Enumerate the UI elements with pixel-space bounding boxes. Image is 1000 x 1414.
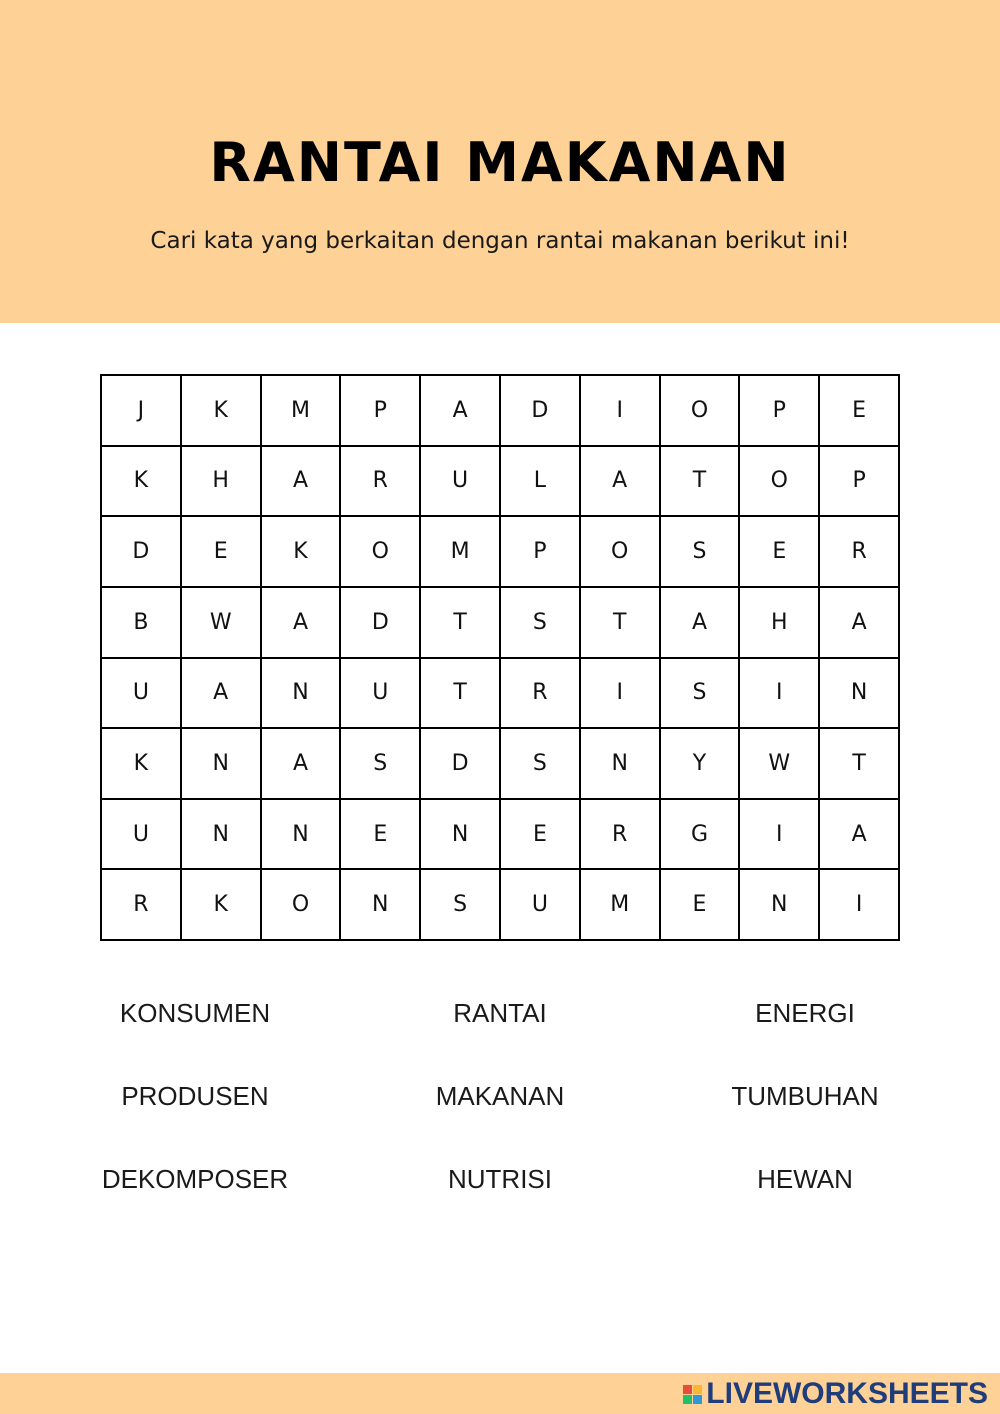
grid-cell[interactable]: H bbox=[182, 447, 262, 518]
grid-cell[interactable]: B bbox=[102, 588, 182, 659]
grid-cell[interactable]: L bbox=[501, 447, 581, 518]
grid-cell[interactable]: P bbox=[740, 376, 820, 447]
page-title: RANTAI MAKANAN bbox=[209, 131, 791, 194]
grid-cell[interactable]: A bbox=[262, 588, 342, 659]
grid-cell[interactable]: K bbox=[182, 870, 262, 941]
grid-cell[interactable]: M bbox=[262, 376, 342, 447]
grid-cell[interactable]: E bbox=[820, 376, 900, 447]
grid-cell[interactable]: S bbox=[501, 588, 581, 659]
grid-cell[interactable]: T bbox=[581, 588, 661, 659]
instructions: Cari kata yang berkaitan dengan rantai makanan berikut ini! bbox=[150, 228, 850, 254]
grid-cell[interactable]: P bbox=[820, 447, 900, 518]
word-list-item: KONSUMEN bbox=[119, 998, 271, 1028]
grid-cell[interactable]: A bbox=[421, 376, 501, 447]
grid-cell[interactable]: U bbox=[421, 447, 501, 518]
grid-cell[interactable]: U bbox=[341, 659, 421, 730]
grid-cell[interactable]: N bbox=[740, 870, 820, 941]
grid-cell[interactable]: E bbox=[182, 517, 262, 588]
footer-banner bbox=[0, 1373, 1000, 1414]
grid-cell[interactable]: K bbox=[262, 517, 342, 588]
header-banner bbox=[0, 0, 1000, 323]
word-list-item: RANTAI bbox=[453, 998, 547, 1028]
grid-cell[interactable]: I bbox=[740, 659, 820, 730]
grid-cell[interactable]: N bbox=[581, 729, 661, 800]
grid-cell[interactable]: O bbox=[661, 376, 741, 447]
grid-cell[interactable]: I bbox=[581, 376, 661, 447]
grid-cell[interactable]: R bbox=[581, 800, 661, 871]
grid-cell[interactable]: W bbox=[740, 729, 820, 800]
grid-cell[interactable]: O bbox=[740, 447, 820, 518]
grid-cell[interactable]: I bbox=[740, 800, 820, 871]
grid-cell[interactable]: M bbox=[581, 870, 661, 941]
grid-cell[interactable]: D bbox=[102, 517, 182, 588]
grid-cell[interactable]: A bbox=[182, 659, 262, 730]
grid-cell[interactable]: M bbox=[421, 517, 501, 588]
grid-cell[interactable]: S bbox=[421, 870, 501, 941]
grid-cell[interactable]: K bbox=[102, 447, 182, 518]
grid-cell[interactable]: N bbox=[182, 800, 262, 871]
grid-cell[interactable]: A bbox=[820, 800, 900, 871]
liveworksheets-logo-icon bbox=[683, 1385, 702, 1404]
grid-cell[interactable]: A bbox=[262, 447, 342, 518]
grid-cell[interactable]: R bbox=[341, 447, 421, 518]
grid-cell[interactable]: S bbox=[501, 729, 581, 800]
word-list-item: NUTRISI bbox=[448, 1164, 552, 1194]
grid-cell[interactable]: E bbox=[341, 800, 421, 871]
word-list-item: MAKANAN bbox=[435, 1081, 565, 1111]
grid-cell[interactable]: T bbox=[820, 729, 900, 800]
grid-cell[interactable]: R bbox=[820, 517, 900, 588]
grid-cell[interactable]: R bbox=[501, 659, 581, 730]
grid-cell[interactable]: I bbox=[581, 659, 661, 730]
grid-cell[interactable]: T bbox=[421, 588, 501, 659]
grid-cell[interactable]: W bbox=[182, 588, 262, 659]
grid-cell[interactable]: N bbox=[421, 800, 501, 871]
grid-cell[interactable]: G bbox=[661, 800, 741, 871]
grid-cell[interactable]: N bbox=[262, 800, 342, 871]
word-search-grid bbox=[100, 374, 900, 941]
grid-cell[interactable]: O bbox=[581, 517, 661, 588]
grid-cell[interactable]: K bbox=[182, 376, 262, 447]
word-list-item: HEWAN bbox=[757, 1164, 853, 1194]
grid-cell[interactable]: N bbox=[182, 729, 262, 800]
grid-cell[interactable]: H bbox=[740, 588, 820, 659]
grid-cell[interactable]: J bbox=[102, 376, 182, 447]
grid-cell[interactable]: K bbox=[102, 729, 182, 800]
grid-cell[interactable]: A bbox=[262, 729, 342, 800]
grid-cell[interactable]: S bbox=[341, 729, 421, 800]
grid-cell[interactable]: S bbox=[661, 659, 741, 730]
grid-cell[interactable]: U bbox=[102, 800, 182, 871]
grid-cell[interactable]: E bbox=[661, 870, 741, 941]
grid-cell[interactable]: D bbox=[421, 729, 501, 800]
brand-name: LIVEWORKSHEETS bbox=[706, 1377, 988, 1410]
grid-cell[interactable]: T bbox=[421, 659, 501, 730]
grid-cell[interactable]: O bbox=[262, 870, 342, 941]
grid-cell[interactable]: U bbox=[102, 659, 182, 730]
word-list-item: DEKOMPOSER bbox=[101, 1164, 289, 1194]
grid-cell[interactable]: Y bbox=[661, 729, 741, 800]
grid-cell[interactable]: E bbox=[501, 800, 581, 871]
grid-cell[interactable]: T bbox=[661, 447, 741, 518]
grid-cell[interactable]: U bbox=[501, 870, 581, 941]
grid-cell[interactable]: O bbox=[341, 517, 421, 588]
grid-cell[interactable]: P bbox=[341, 376, 421, 447]
grid-cell[interactable]: S bbox=[661, 517, 741, 588]
word-list-item: PRODUSEN bbox=[121, 1081, 269, 1111]
word-list-item: TUMBUHAN bbox=[731, 1081, 879, 1111]
grid-cell[interactable]: N bbox=[820, 659, 900, 730]
grid-cell[interactable]: D bbox=[501, 376, 581, 447]
grid-cell[interactable]: R bbox=[102, 870, 182, 941]
grid-cell[interactable]: A bbox=[661, 588, 741, 659]
grid-cell[interactable]: I bbox=[820, 870, 900, 941]
grid-cell[interactable]: P bbox=[501, 517, 581, 588]
grid-cell[interactable]: D bbox=[341, 588, 421, 659]
brand[interactable] bbox=[683, 1377, 988, 1411]
word-list-item: ENERGI bbox=[755, 998, 855, 1028]
grid-cell[interactable]: N bbox=[341, 870, 421, 941]
grid-cell[interactable]: A bbox=[581, 447, 661, 518]
grid-cell[interactable]: E bbox=[740, 517, 820, 588]
grid-cell[interactable]: A bbox=[820, 588, 900, 659]
grid-cell[interactable]: N bbox=[262, 659, 342, 730]
